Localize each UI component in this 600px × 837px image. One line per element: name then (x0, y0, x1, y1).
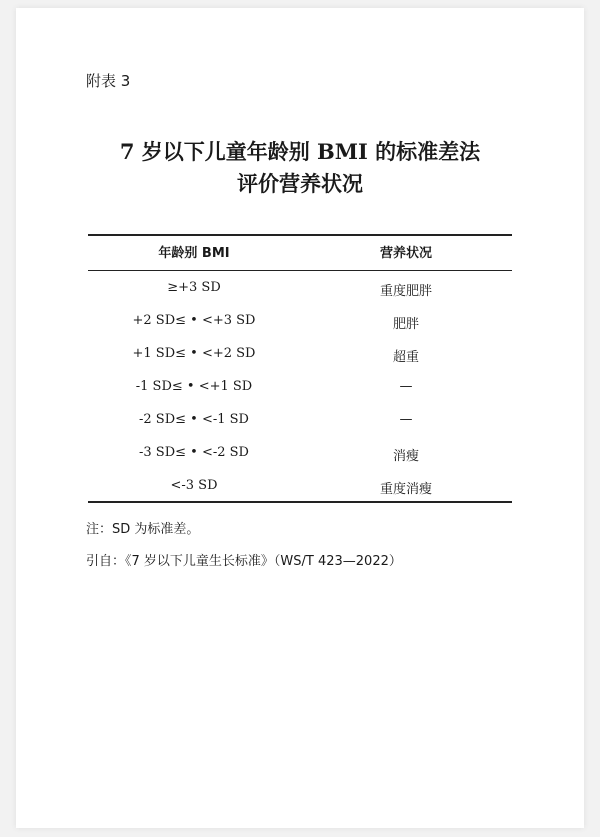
table-row (88, 305, 512, 338)
table-title-line-1: 7 岁以下儿童年龄别 BMI 的标准差法 (119, 139, 481, 164)
cell-bmi-range: <-3 SD (170, 478, 218, 493)
table-row (88, 470, 512, 503)
document-page (16, 8, 584, 828)
cell-nutrition-status: 重度肥胖 (379, 284, 432, 299)
cell-bmi-range: -1 SD≤ • <+1 SD (135, 379, 253, 394)
cell-bmi-range: -2 SD≤ • <-1 SD (139, 412, 249, 427)
table-row (88, 338, 512, 371)
cell-bmi-range: -3 SD≤ • <-2 SD (139, 445, 249, 460)
table-note: 注：SD 为标准差。 (86, 522, 200, 537)
appendix-label: 附表 3 (86, 72, 131, 90)
cell-nutrition-status: — (399, 412, 413, 427)
cell-nutrition-status: — (399, 379, 413, 394)
table-row (88, 437, 512, 470)
cell-bmi-range: +2 SD≤ • <+3 SD (132, 313, 256, 328)
table-source-citation: 引自：《7 岁以下儿童生长标准》（WS/T 423—2022） (86, 554, 402, 569)
table-bottom-rule (88, 501, 512, 503)
table-row (88, 371, 512, 404)
cell-nutrition-status: 消瘦 (392, 449, 419, 464)
cell-nutrition-status: 肥胖 (392, 317, 419, 332)
cell-nutrition-status: 超重 (392, 350, 419, 365)
table-row (88, 272, 512, 305)
cell-bmi-range: +1 SD≤ • <+2 SD (132, 346, 256, 361)
table-header-rule (88, 270, 512, 271)
table-row (88, 404, 512, 437)
table-title-line-2: 评价营养状况 (237, 171, 363, 196)
header-age-bmi: 年龄别 BMI (158, 246, 230, 261)
cell-nutrition-status: 重度消瘦 (379, 482, 432, 497)
cell-bmi-range: ≥+3 SD (167, 280, 221, 295)
header-nutrition-status: 营养状况 (379, 246, 432, 261)
table-top-rule (88, 234, 512, 236)
